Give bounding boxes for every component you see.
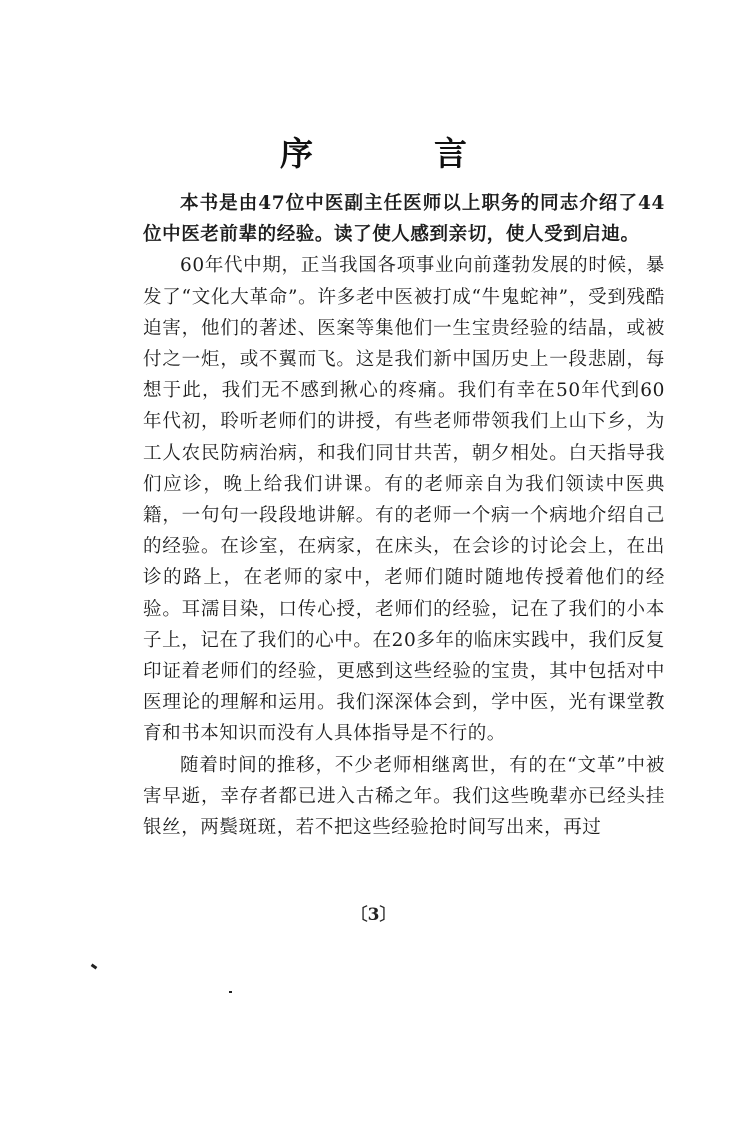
- scan-speck: [91, 964, 98, 970]
- preface-body: [143, 188, 665, 843]
- scan-speck: [229, 991, 232, 993]
- paragraph-intro: 本书是由47位中医副主任医师以上职务的同志介绍了44位中医老前辈的经验。读了使人感到亲切，使人受到启迪。: [143, 193, 665, 246]
- paragraph-passing: 随着时间的推移，不少老师相继离世，有的在“文革”中被害早逝，幸存者都已进入古稀之年。我们这些晚辈亦已经头挂银丝，两鬓斑斑，若不把这些经验抢时间写出来，再过: [143, 754, 665, 839]
- page-number: 〔3〕: [350, 905, 397, 925]
- paragraph-history: 60年代中期，正当我国各项事业向前蓬勃发展的时候，暴发了“文化大革命”。许多老中医被打成“牛鬼蛇神”，受到残酷迫害，他们的著述、医案等集他们一生宝贵经验的结晶，或被付之一炬，或不翼而飞。这是我们新中国历史上一段悲剧，每想于此，我们无不感到揪心的疼痛。我们有幸在50年代到60年代初，聆听老师们的讲授，有些老师带领我们上山下乡，为工人农民防病治病，和我们同甘共苦，朝夕相处。白天指导我们应诊，晚上给我们讲课。有的老师亲自为我们领读中医典籍，一句句一段段地讲解。有的老师一个病一个病地介绍自己的经验。在诊室，在病家，在床头，在会诊的讨论会上，在出诊的路上，在老师的家中，老师们随时随地传授着他们的经验。耳濡目染，口传心授，老师们的经验，记在了我们的小本子上，记在了我们的心中。在20多年的临床实践中，我们反复印证着老师们的经验，更感到这些经验的宝贵，其中包括对中医理论的理解和运用。我们深深体会到，学中医，光有课堂教育和书本知识而没有人具体指导是不行的。: [143, 255, 665, 745]
- page-title: 序 言: [280, 134, 511, 173]
